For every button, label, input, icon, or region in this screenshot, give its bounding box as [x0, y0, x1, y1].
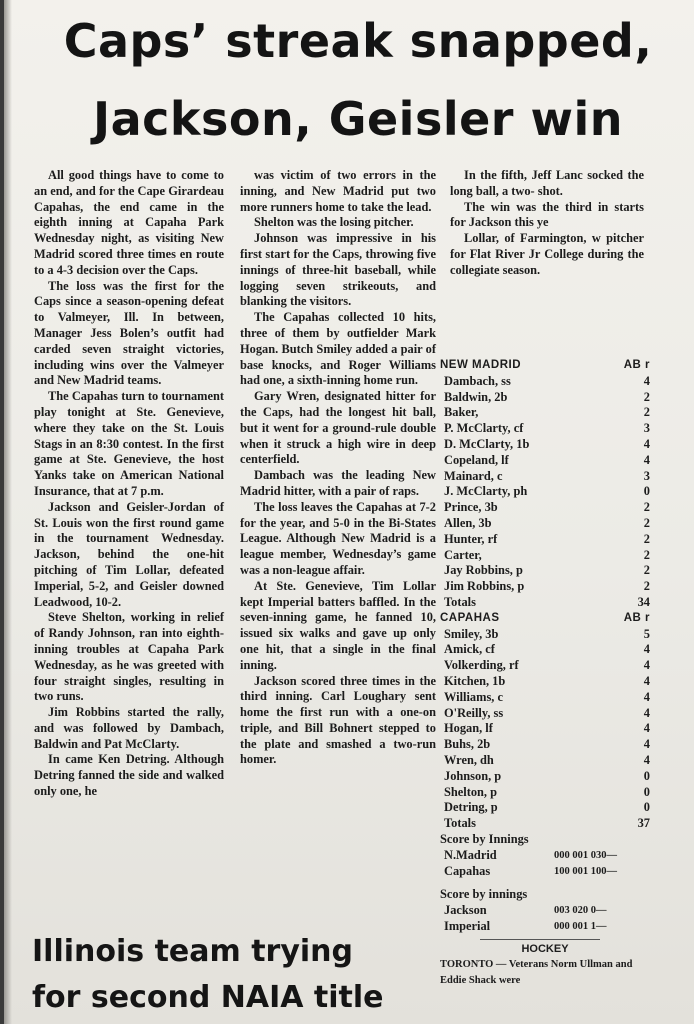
lineup-row: [440, 674, 650, 690]
row-label: Volkerding, rf: [444, 658, 519, 673]
lineup-row: [440, 785, 650, 801]
row-label: Dambach, ss: [444, 373, 511, 388]
lineup-row: [440, 390, 650, 406]
row-value: 2: [643, 500, 650, 515]
row-label: Wren, dh: [444, 752, 494, 767]
article-column-2: [240, 168, 436, 768]
row-value: 2: [643, 563, 650, 578]
paragraph: Johnson was impressive in his first start for the Caps, throwing five innings of three-hit baseball, while logging seven strikeouts, and blanking the visitors.: [240, 231, 436, 309]
lineup-row: [440, 642, 650, 658]
subheadline-line-2: for second NAIA title: [32, 980, 384, 1015]
row-value: 2: [643, 405, 650, 420]
row-label: N.Madrid: [444, 847, 497, 862]
score-row: [440, 903, 650, 919]
hockey-item: TORONTO — Veterans Norm Ullman and Eddie Shack were: [440, 959, 633, 987]
row-value: 0: [643, 484, 650, 499]
newspaper-clipping: [4, 0, 694, 1024]
lineup-row: [440, 816, 650, 832]
row-value: 000 001 1—: [554, 920, 607, 932]
paragraph: Jim Robbins started the rally, and was followed by Dambach, Baldwin and Pat McClarty.: [34, 705, 224, 751]
row-label: Capahas: [444, 863, 491, 878]
row-value: 34: [637, 594, 650, 609]
row-value: 3: [643, 468, 650, 483]
capahas-lineup: [440, 627, 650, 832]
column-header: AB r: [623, 611, 650, 624]
lineup-row: [440, 421, 650, 437]
row-value: 4: [643, 721, 650, 736]
row-value: 3: [643, 421, 650, 436]
lineup-row: [440, 563, 650, 579]
lineup-row: [440, 516, 650, 532]
row-value: 4: [643, 673, 650, 688]
row-value: 100 001 100—: [554, 865, 617, 877]
paragraph: The win was the third in starts for Jackson this ye: [450, 199, 644, 230]
row-value: 0: [643, 768, 650, 783]
row-label: Prince, 3b: [444, 500, 498, 515]
new-madrid-lineup: [440, 374, 650, 611]
lineup-row: [440, 500, 650, 516]
score-row: [440, 919, 650, 935]
row-value: 2: [643, 515, 650, 530]
lineup-row: [440, 579, 650, 595]
row-label: D. McClarty, 1b: [444, 436, 530, 451]
row-label: Shelton, p: [444, 784, 498, 799]
lineup-row: [440, 706, 650, 722]
paragraph: All good things have to come to an end, and for the Cape Girardeau Capahas, the end came in the eighth inning at Capaha Park Wednesday night, as visiting New Madrid scored three times en route to a 4-3 decision over the Caps.: [34, 168, 224, 277]
row-value: 5: [643, 626, 650, 641]
row-label: Baker,: [444, 405, 479, 420]
row-value: 2: [643, 531, 650, 546]
row-value: 4: [643, 452, 650, 467]
score-by-innings-header-2: Score by innings: [440, 887, 528, 902]
lineup-row: [440, 405, 650, 421]
row-value: 2: [643, 579, 650, 594]
row-label: Hunter, rf: [444, 531, 498, 546]
lineup-row: [440, 769, 650, 785]
row-value: 4: [643, 436, 650, 451]
team-name: NEW MADRID: [440, 359, 522, 371]
lineup-row: [440, 737, 650, 753]
lineup-row: [440, 469, 650, 485]
row-label: Detring, p: [444, 800, 498, 815]
paragraph: At Ste. Genevieve, Tim Lollar kept Imperial batters baffled. In the seven-inning game, he fanned 10, issued six walks and gave up only one hit, that a single in the final inning.: [240, 578, 436, 672]
row-value: 2: [643, 389, 650, 404]
paragraph: The loss was the first for the Caps since a season-opening defeat to Valmeyer, Ill. In between, Manager Jess Bolen’s outfit had carded seven straight victories, including wins over the Valmeyer and New Madrid teams.: [34, 278, 224, 388]
lineup-row: [440, 753, 650, 769]
row-value: 4: [643, 752, 650, 767]
row-value: 000 001 030—: [554, 849, 617, 861]
paragraph: Jackson scored three times in the third inning. Carl Loughary sent home the first run with a one-on triple, and Bill Bohnert stepped to the plate and smashed a two-run homer.: [240, 673, 436, 767]
row-value: 003 020 0—: [554, 905, 607, 917]
lineup-row: [440, 595, 650, 611]
row-label: Hogan, lf: [444, 721, 493, 736]
box-score-header-capahas: [440, 611, 650, 627]
paragraph: Jackson and Geisler-Jordan of St. Louis won the first round game in the tournament Wednesday. Jackson, behind the one-hit pitching of Tim Lollar, defeated Imperial, 5-2, and Geisler downed Leadwood, 10-2.: [34, 499, 224, 609]
score-row: [440, 864, 650, 880]
row-label: Jim Robbins, p: [444, 579, 525, 594]
page-edge-shadow: [4, 0, 12, 1024]
lineup-row: [440, 532, 650, 548]
row-label: Totals: [444, 816, 476, 831]
lineup-row: [440, 374, 650, 390]
score-row: [440, 848, 650, 864]
row-label: Copeland, lf: [444, 452, 509, 467]
row-value: 2: [643, 547, 650, 562]
headline-line-1: Caps’ streak snapped,: [63, 14, 653, 68]
paragraph: Shelton was the losing pitcher.: [254, 215, 414, 230]
row-label: Williams, c: [444, 689, 503, 704]
row-label: Mainard, c: [444, 468, 503, 483]
headline-line-2: Jackson, Geisler win: [92, 92, 623, 146]
row-label: Carter,: [444, 547, 482, 562]
paragraph: was victim of two errors in the inning, and New Madrid put two more runners home to take the lead.: [240, 168, 436, 214]
score-by-innings: [440, 848, 650, 880]
lineup-row: [440, 690, 650, 706]
team-name: CAPAHAS: [440, 611, 500, 624]
lineup-row: [440, 437, 650, 453]
score-by-innings-2: [440, 903, 650, 935]
row-value: 0: [643, 784, 650, 799]
row-label: Jay Robbins, p: [444, 563, 523, 578]
paragraph: The Capahas collected 10 hits, three of them by outfielder Mark Hogan. Butch Smiley added a pair of base knocks, and Roger Williams had one, a sixth-inning home run.: [240, 310, 436, 388]
paragraph: Lollar, of Farmington, w pitcher for Flat River Jr College during the collegiate season.: [450, 231, 644, 277]
lineup-row: [440, 627, 650, 643]
box-score-header-new-madrid: [440, 358, 650, 374]
paragraph: Dambach was the leading New Madrid hitter, with a pair of raps.: [240, 468, 436, 498]
row-label: Smiley, 3b: [444, 626, 499, 641]
row-value: 4: [643, 658, 650, 673]
article-column-3: [450, 168, 644, 279]
row-label: Totals: [444, 594, 476, 609]
row-value: 4: [643, 373, 650, 388]
divider: [480, 939, 600, 940]
paragraph: Steve Shelton, working in relief of Randy Johnson, ran into eighth-inning troubles at Capaha Park Wednesday, as he was greeted with four straight singles, resulting in two runs.: [34, 610, 224, 704]
row-label: P. McClarty, cf: [444, 421, 524, 436]
row-label: O'Reilly, ss: [444, 705, 504, 720]
row-label: Jackson: [444, 903, 487, 918]
box-score: [440, 358, 650, 989]
paragraph: In came Ken Detring. Although Detring fanned the side and walked only one, he: [34, 752, 224, 799]
lineup-row: [440, 453, 650, 469]
lineup-row: [440, 484, 650, 500]
lineup-row: [440, 548, 650, 564]
row-label: Allen, 3b: [444, 515, 492, 530]
lineup-row: [440, 658, 650, 674]
row-value: 37: [637, 816, 650, 831]
row-value: 4: [643, 642, 650, 657]
row-label: J. McClarty, ph: [444, 484, 528, 499]
row-label: Amick, cf: [444, 642, 495, 657]
paragraph: The Capahas turn to tournament play tonight at Ste. Genevieve, where they take on the St. Louis Stags in an 8:30 contest. In the first game at Ste. Genevieve, the host Yanks take on American National Insurance, that at 7 p.m.: [34, 389, 224, 498]
lineup-row: [440, 721, 650, 737]
row-label: Kitchen, 1b: [444, 673, 506, 688]
lineup-row: [440, 800, 650, 816]
row-value: 4: [643, 689, 650, 704]
column-header: AB r: [623, 359, 650, 371]
row-label: Buhs, 2b: [444, 737, 491, 752]
row-label: Baldwin, 2b: [444, 389, 508, 404]
subheadline-line-1: Illinois team trying: [32, 934, 354, 969]
article-column-1: [34, 168, 224, 800]
row-label: Imperial: [444, 918, 491, 933]
row-value: 4: [643, 737, 650, 752]
paragraph: The loss leaves the Capahas at 7-2 for the year, and 5-0 in the Bi-States League. Although New Madrid is a league member, Wednesday’s game was a non-league affair.: [240, 499, 436, 577]
row-label: Johnson, p: [444, 768, 502, 783]
paragraph: Gary Wren, designated hitter for the Caps, had the longest hit ball, but it went for a ground-rule double when it struck a high wire in deep centerfield.: [240, 389, 436, 467]
section-heading-hockey: HOCKEY: [521, 942, 569, 955]
row-value: 0: [643, 800, 650, 815]
paragraph: In the fifth, Jeff Lanc socked the long ball, a two- shot.: [450, 168, 644, 198]
row-value: 4: [643, 705, 650, 720]
score-by-innings-header: Score by Innings: [440, 831, 529, 846]
